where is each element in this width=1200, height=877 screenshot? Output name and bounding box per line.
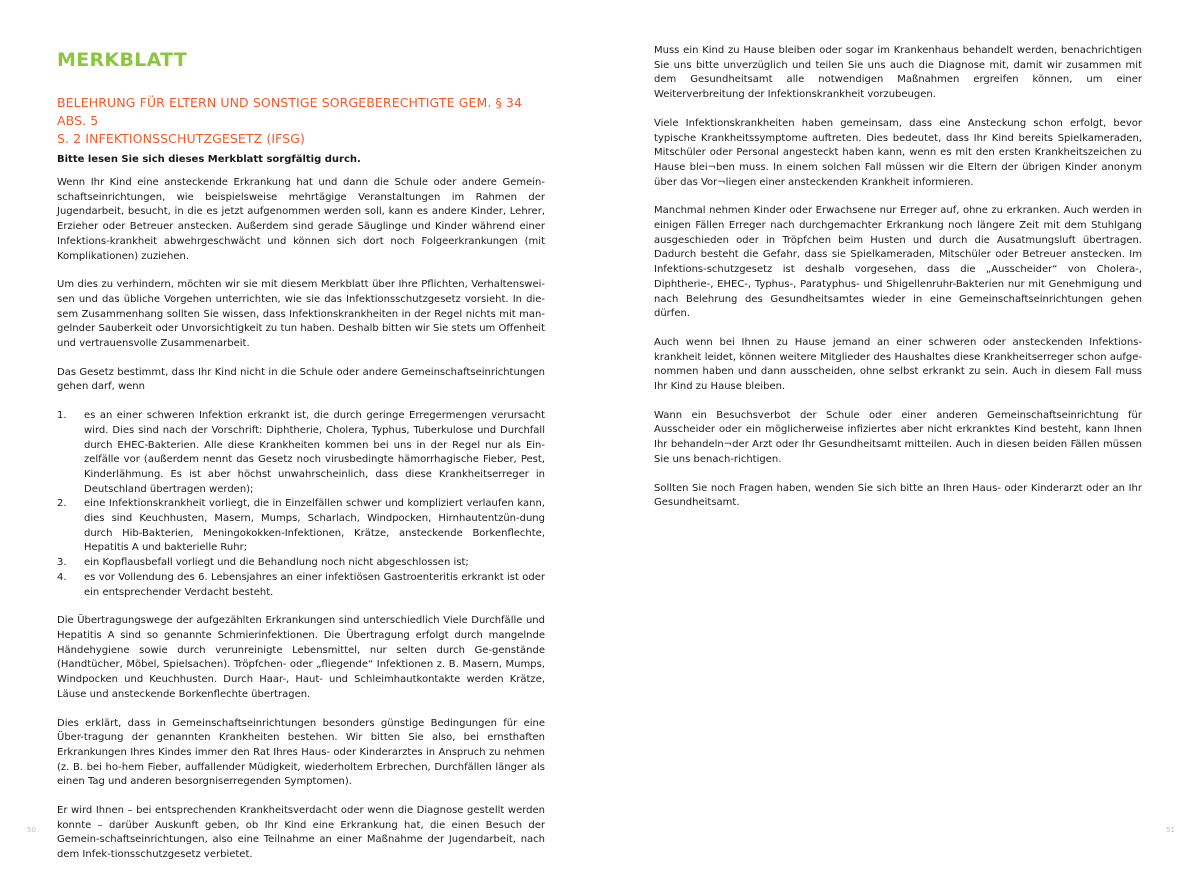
subtitle-line-2: S. 2 INFEKTIONSSCHUTZGESETZ (IFSG)	[57, 131, 306, 146]
paragraph: Dies erklärt, dass in Gemeinschaftseinrichtungen besonders günstige Bedingungen für eine Über-tragung der genannten Krankheiten bestehen. Wir bitten Sie also, bei ernsthaften Erkrankungen Ihres Kindes immer den Rat Ihres Haus- oder Kinderarztes in Anspruch zu nehmen (z. B. bei ho-hem Fieber, auffallender Müdigkeit, wiederholtem Erbrechen, Durchfällen länger als einen Tag und anderen besorgniserregenden Symptomen).	[57, 717, 545, 788]
paragraph: Er wird Ihnen – bei entsprechenden Krankheitsverdacht oder wenn die Diagnose gestellt werden konnte – darüber Auskunft geben, ob Ihr Kind eine Erkrankung hat, die einen Besuch der Gemein-schaftseinrichtungen, also eine Teilnahme an einer Maßnahme der Jugendarbeit, nach dem Infek-tionsschutzgesetz verbietet.	[57, 805, 545, 861]
list-item-text: ein Kopflausbefall vorliegt und die Behandlung noch nicht abgeschlossen ist;	[84, 557, 469, 569]
subtitle	[57, 94, 545, 148]
list-item-text: es an einer schweren Infektion erkrankt ist, die durch geringe Erregermengen verursacht wird. Dies sind nach der Vorschrift: Diphtherie, Cholera, Typhus, Tuberkulose und Durchfall durch EHEC-Bakterien. Alle diese Krankheiten kommen bei uns in der Regel nur als Ein-zelfälle vor (außerdem nennt das Gesetz noch virusbedingte hämorrhagische Fieber, Pest, Kinderlähmung. Es ist aber höchst unwahrscheinlich, dass diese Krankheitserreger in Deutschland übertragen werden);	[84, 410, 545, 495]
page-title: MERKBLATT	[57, 49, 188, 71]
list-item-number: 4.	[57, 571, 67, 583]
conditions-list	[57, 409, 545, 600]
list-item-text: es vor Vollendung des 6. Lebensjahres an einer infektiösen Gastroenteritis erkrankt ist oder ein entsprechender Verdacht besteht.	[84, 571, 545, 598]
paragraph: Um dies zu verhindern, möchten wir sie mit diesem Merkblatt über Ihre Pflichten, Verhaltenswei-sen und das übliche Vorgehen unterrichten, wie sie das Infektionsschutzgesetz vorsieht. In die-sem Zusammenhang sollten Sie wissen, dass Infektionskrankheiten in der Regel nichts mit man-gelnder Sauberkeit oder Unvorsichtigkeit zu tun haben. Deshalb bitten wir Sie stets um Offenheit und vertrauensvolle Zusammenarbeit.	[57, 279, 545, 350]
list-item	[57, 409, 545, 497]
list-item-number: 3.	[57, 557, 67, 569]
subtitle-line-1: BELEHRUNG FÜR ELTERN UND SONSTIGE SORGEBERECHTIGTE GEM. § 34 ABS. 5	[57, 95, 523, 128]
left-page	[0, 0, 600, 861]
paragraph: Manchmal nehmen Kinder oder Erwachsene nur Erreger auf, ohne zu erkranken. Auch werden in einigen Fällen Erreger nach durchgemachter Erkrankung noch längere Zeit mit dem Stuhlgang ausgeschieden oder in Tröpfchen beim Husten und durch die Ausatmungsluft übertragen. Dadurch besteht die Gefahr, dass sie Spielkameraden, Mitschüler oder Betreuer anstecken. Im Infektions-schutzgesetz ist deshalb vorgesehen, dass die „Ausscheider“ von Cholera-, Diphtherie-, EHEC-, Typhus-, Paratyphus- und Shigellenruhr-Bakterien nur mit Genehmigung und nach Belehrung des Gesundheitsamtes wieder in eine Gemeinschaftseinrichtungen gehen dürfen.	[654, 205, 1142, 320]
paragraph: Das Gesetz bestimmt, dass Ihr Kind nicht in die Schule oder andere Gemeinschaftseinrichtungen gehen darf, wenn	[57, 366, 545, 393]
paragraph: Die Übertragungswege der aufgezählten Erkrankungen sind unterschiedlich Viele Durchfälle und Hepatitis A sind so genannte Schmierinfektionen. Die Übertragung erfolgt durch mangelnde Händehygiene sowie durch verunreinigte Lebensmittel, nur selten durch Ge-genstände (Handtücher, Möbel, Spielsachen). Tröpfchen- oder „fliegende“ Infektionen z. B. Masern, Mumps, Windpocken und Keuchhusten. Durch Haar-, Haut- und Schleimhautkontakte werden Krätze, Läuse und ansteckende Borkenflechte übertragen.	[57, 615, 545, 700]
list-item-number: 1.	[57, 410, 67, 422]
right-column	[654, 44, 1142, 525]
intro-note: Bitte lesen Sie sich dieses Merkblatt sorgfältig durch.	[57, 154, 361, 165]
paragraph: Wann ein Besuchsverbot der Schule oder einer anderen Gemeinschaftseinrichtung für Ausscheider oder ein möglicherweise infiziertes aber nicht erkranktes Kind besteht, kann Ihnen Ihr behandeln¬der Arzt oder Ihr Gesundheitsamt mitteilen. Auch in diesen beiden Fällen müssen Sie uns benach-richtigen.	[654, 409, 1142, 465]
page-number: 50	[27, 826, 36, 834]
list-item	[57, 497, 545, 556]
list-item	[57, 556, 545, 571]
page-number: 51	[1166, 826, 1175, 834]
paragraph: Wenn Ihr Kind eine ansteckende Erkrankung hat und dann die Schule oder andere Gemein-schaftseinrichtungen, wie beispielsweise mehrtägige Veranstaltungen im Rahmen der Jugendarbeit, besucht, in die es jetzt aufgenommen werden soll, kann es andere Kinder, Lehrer, Erzieher oder Betreuer anstecken. Außerdem sind gerade Säuglinge und Kinder während einer Infektions-krankheit abwehrgeschwächt und können sich dort noch Folgeerkrankungen (mit Komplikationen) zuziehen.	[57, 177, 545, 262]
list-item-number: 2.	[57, 498, 67, 510]
left-column	[57, 44, 545, 877]
paragraph: Muss ein Kind zu Hause bleiben oder sogar im Krankenhaus behandelt werden, benachrichtigen Sie uns bitte unverzüglich und teilen Sie uns auch die Diagnose mit, damit wir zusammen mit dem Gesundheitsamt alle notwendigen Maßnahmen ergreifen können, um einer Weiterverbreitung der Infektionskrankheit vorzubeugen.	[654, 45, 1142, 101]
paragraph: Viele Infektionskrankheiten haben gemeinsam, dass eine Ansteckung schon erfolgt, bevor typische Krankheitssymptome auftreten. Dies bedeutet, dass Ihr Kind bereits Spielkameraden, Mitschüler oder Personal angesteckt haben kann, wenn es mit den ersten Krankheitszeichen zu Hause blei¬ben muss. In einem solchen Fall müssen wir die Eltern der übrigen Kinder anonym über das Vor¬liegen einer ansteckenden Krankheit informieren.	[654, 117, 1142, 188]
list-item-text: eine Infektionskrankheit vorliegt, die in Einzelfällen schwer und kompliziert verlaufen kann, dies sind Keuchhusten, Masern, Mumps, Scharlach, Windpocken, Hirnhautentzün-dung durch Hib-Bakterien, Meningokokken-Infektionen, Krätze, ansteckende Borkenflechte, Hepatitis A und bakterielle Ruhr;	[84, 498, 545, 554]
paragraph: Sollten Sie noch Fragen haben, wenden Sie sich bitte an Ihren Haus- oder Kinderarzt oder an Ihr Gesundheitsamt.	[654, 482, 1142, 509]
right-page	[600, 0, 1200, 851]
list-item	[57, 571, 545, 600]
paragraph: Auch wenn bei Ihnen zu Hause jemand an einer schweren oder ansteckenden Infektions-krankheit leidet, können weitere Mitglieder des Haushaltes diese Krankheitserreger schon aufge-nommen haben und dann ausscheiden, ohne selbst erkrankt zu sein. Auch in diesem Fall muss Ihr Kind zu Hause bleiben.	[654, 336, 1142, 393]
